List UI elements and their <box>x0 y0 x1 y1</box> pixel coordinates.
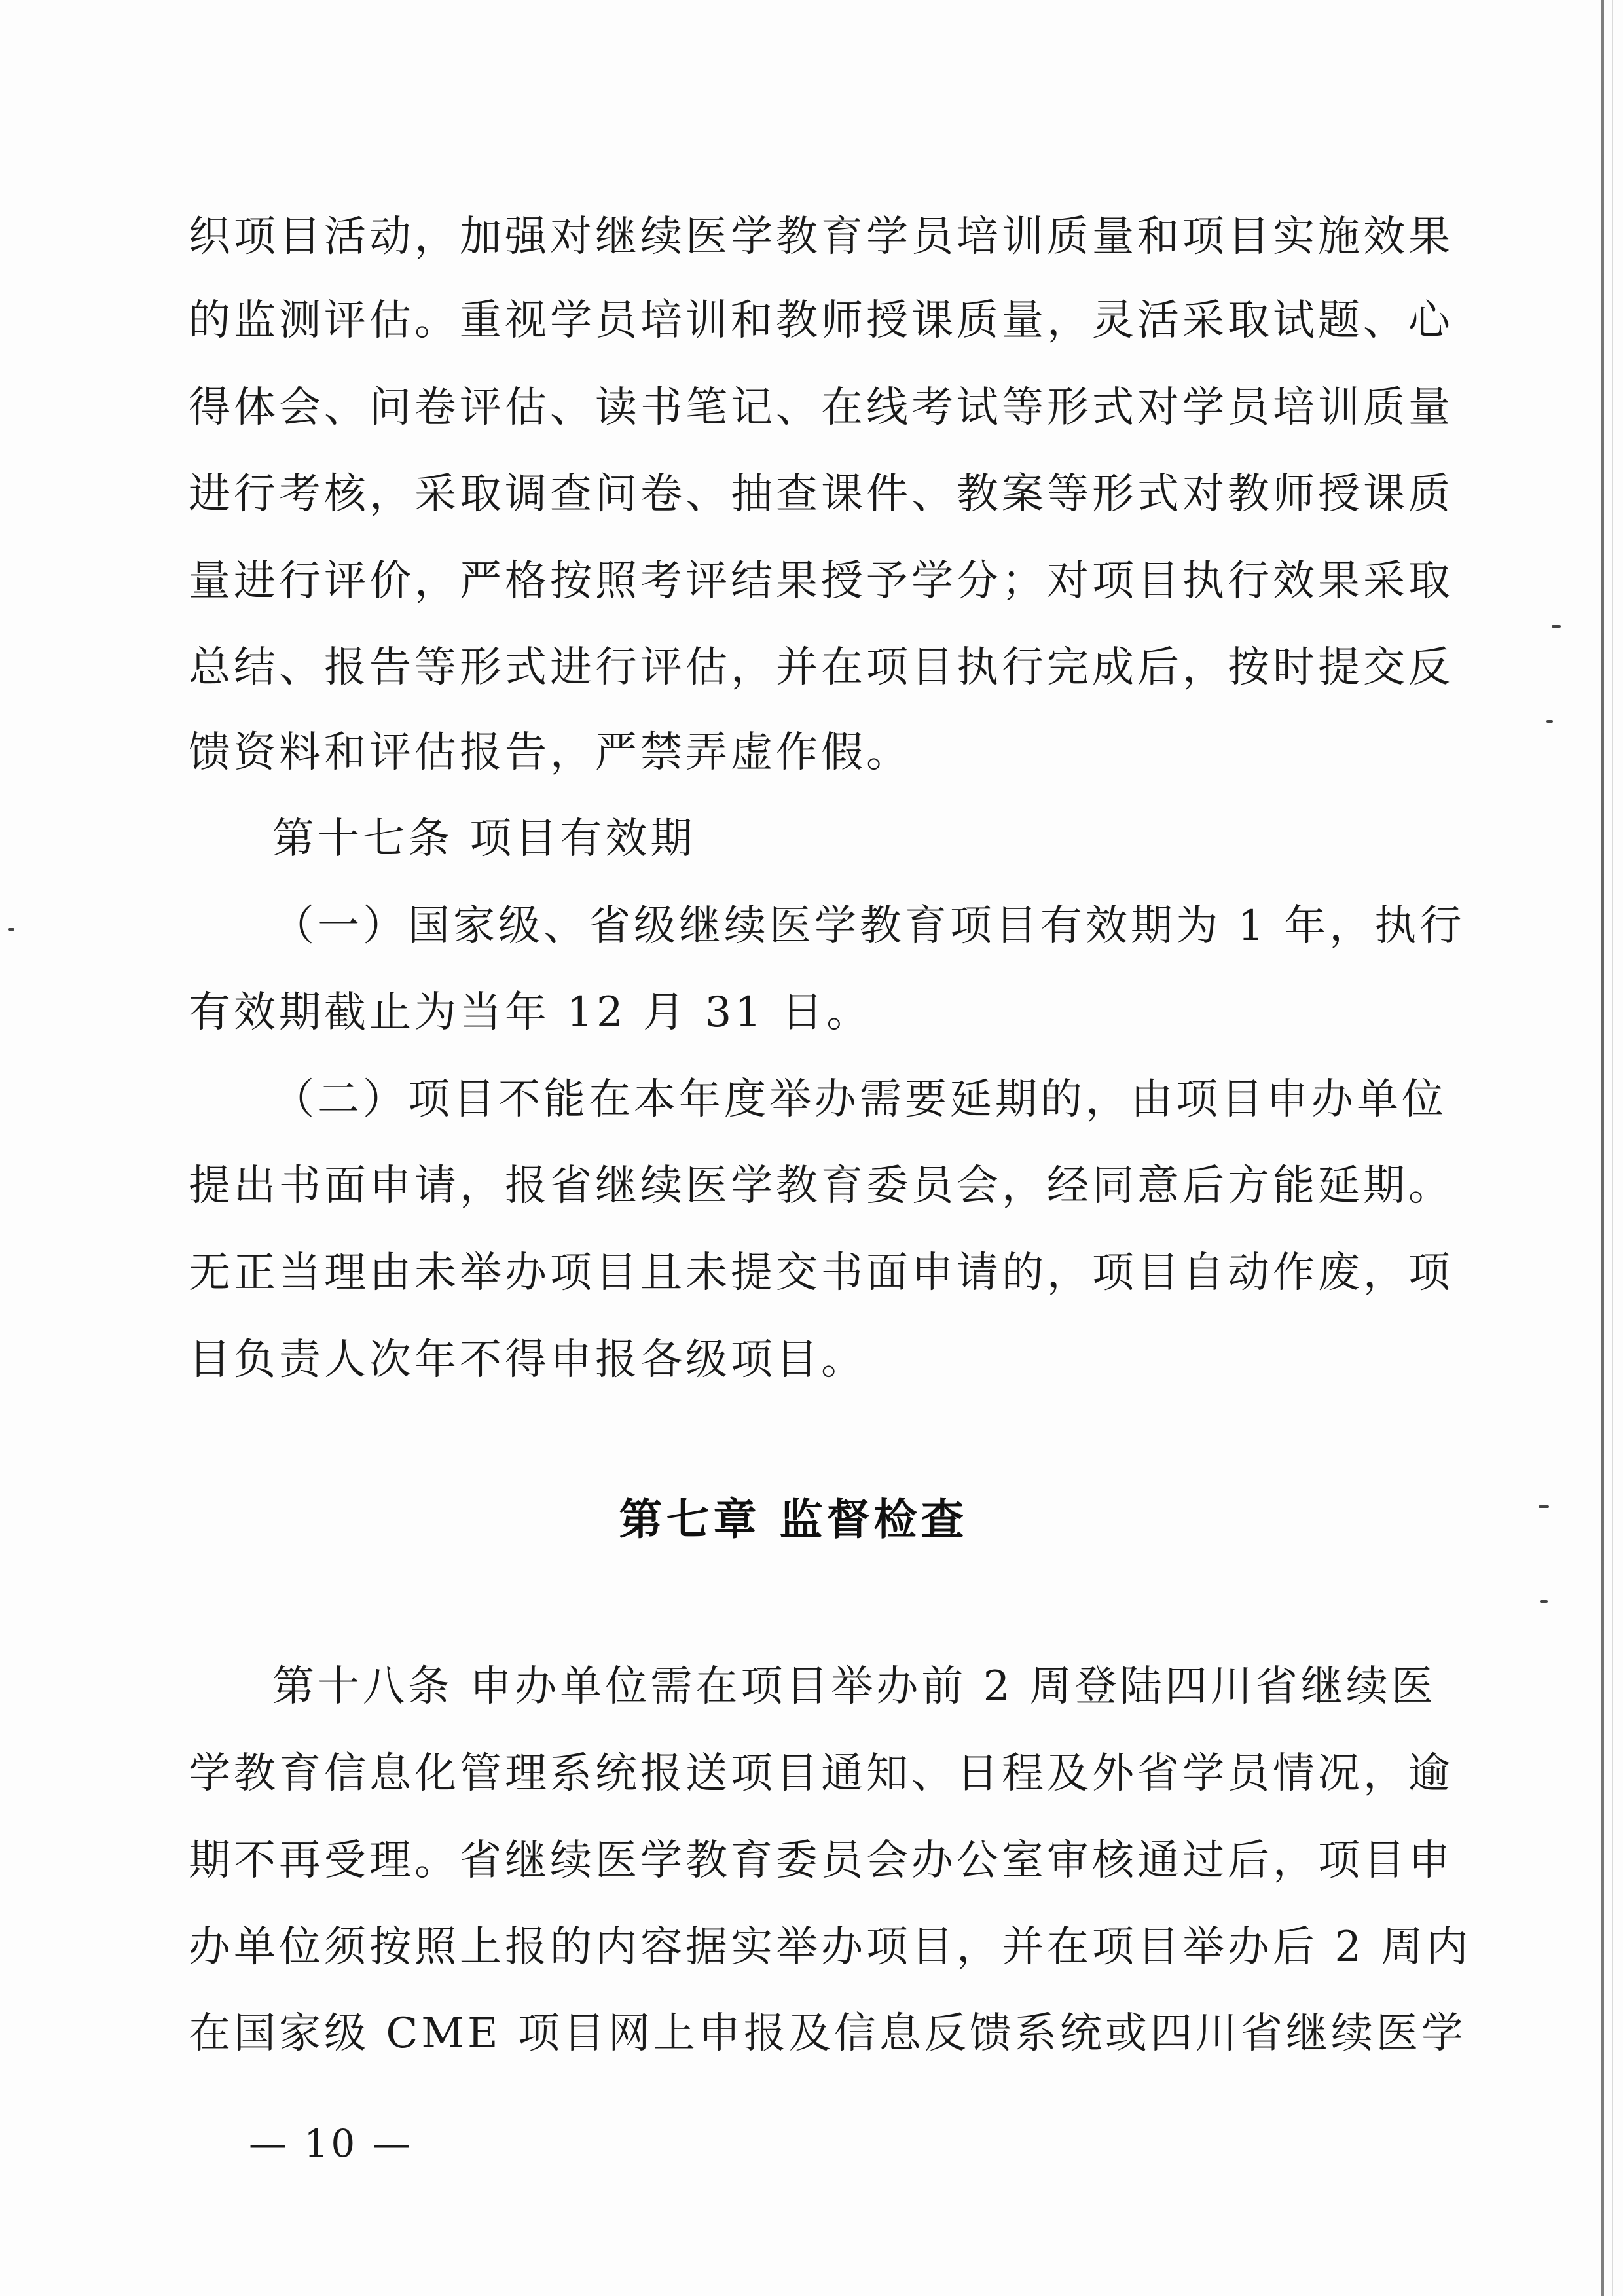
article-17-item-2-line: 目负责人次年不得申报各级项目。 <box>189 1336 866 1384</box>
article-18-line: 在国家级 CME 项目网上申报及信息反馈系统或四川省继续医学 <box>189 2009 1467 2058</box>
scan-edge-shadow <box>1612 0 1613 2296</box>
article-18-line: 期不再受理。省继续医学教育委员会办公室审核通过后，项目申 <box>189 1837 1453 1885</box>
body-line: 得体会、问卷评估、读书笔记、在线考试等形式对学员培训质量 <box>189 384 1453 432</box>
body-line: 的监测评估。重视学员培训和教师授课质量，灵活采取试题、心 <box>189 296 1453 345</box>
article-17-item-2-line: （二）项目不能在本年度举办需要延期的，由项目申办单位 <box>272 1075 1447 1124</box>
article-18-line: 办单位须按照上报的内容据实举办项目，并在项目举办后 2 周内 <box>189 1923 1472 1971</box>
scan-speck <box>8 928 14 931</box>
body-line: 进行考核，采取调查问卷、抽查课件、教案等形式对教师授课质 <box>189 470 1453 518</box>
body-line: 织项目活动，加强对继续医学教育学员培训质量和项目实施效果 <box>189 213 1453 261</box>
scan-edge-line <box>1601 0 1604 2296</box>
article-18-line: 第十八条 申办单位需在项目举办前 2 周登陆四川省继续医 <box>272 1662 1436 1711</box>
article-18-line: 学教育信息化管理系统报送项目通知、日程及外省学员情况，逾 <box>189 1749 1453 1798</box>
chapter-heading: 第七章 监督检查 <box>619 1494 968 1545</box>
page-number: — 10 — <box>249 2121 413 2166</box>
scan-speck <box>1546 720 1553 723</box>
scan-speck <box>1540 1600 1548 1603</box>
article-17-item-1-line: （一）国家级、省级继续医学教育项目有效期为 1 年，执行 <box>272 902 1465 950</box>
article-17-item-2-line: 提出书面申请，报省继续医学教育委员会，经同意后方能延期。 <box>189 1162 1453 1210</box>
scan-speck <box>1539 1505 1549 1508</box>
article-17-item-2-line: 无正当理由未举办项目且未提交书面申请的，项目自动作废，项 <box>189 1249 1453 1297</box>
body-line: 馈资料和评估报告，严禁弄虚作假。 <box>189 728 911 777</box>
article-17-title: 第十七条 项目有效期 <box>272 815 696 863</box>
body-line: 总结、报告等形式进行评估，并在项目执行完成后，按时提交反 <box>189 643 1453 692</box>
body-line: 量进行评价，严格按照考评结果授予学分；对项目执行效果采取 <box>189 557 1453 605</box>
scan-speck <box>1552 625 1561 628</box>
article-17-item-1-line: 有效期截止为当年 12 月 31 日。 <box>189 988 872 1037</box>
